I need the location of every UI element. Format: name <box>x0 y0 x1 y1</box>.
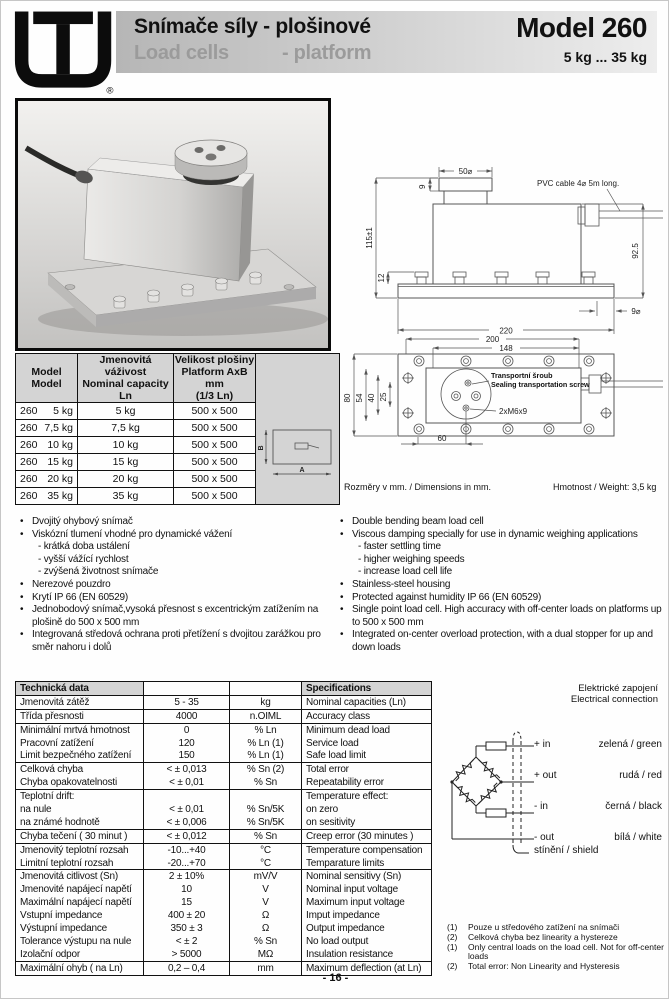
svg-text:12: 12 <box>377 273 386 283</box>
pin-label: - out <box>534 832 555 843</box>
footnote: (2) Celková chyba bez linearity a hystereze <box>447 931 618 942</box>
pin-label: + in <box>534 739 551 750</box>
spec-row: Jmenovitá zátěž 5 - 35 kg Nominal capacities (Ln) <box>16 695 432 709</box>
wire-color-label: rudá / red <box>619 770 662 781</box>
svg-text:200: 200 <box>485 335 500 344</box>
svg-text:9⌀: 9⌀ <box>631 307 641 316</box>
spec-row: Minimální mrtvá hmotnost 0 % Ln Minimum dead load <box>16 723 432 736</box>
model-table-row: 260 7,5 kg 7,5 kg 500 x 500 <box>16 420 340 437</box>
feature-subitem: - vyšší vážící rychlost <box>38 553 129 565</box>
spec-row: Maximální napájecí napětí 15 V Maximum input voltage <box>16 896 432 909</box>
spec-row: Vstupní impedance 400 ± 20 Ω Imput impedance <box>16 909 432 922</box>
model-table-header-platform: Velikost plošiny Platform AxB mm (1/3 Ln) <box>174 354 255 402</box>
product-photo-frame <box>15 98 331 351</box>
title-en-part1: Load cells <box>134 42 229 64</box>
capacity-range: 5 kg ... 35 kg <box>563 49 647 65</box>
feature-item: • Jednobodový snímač,vysoká přesnost s excentrickým zatížením na plošině do 500 x 500 mm <box>19 604 335 629</box>
cable-shield <box>513 732 529 853</box>
svg-text:A: A <box>298 466 305 474</box>
features-list-cs <box>19 516 335 655</box>
svg-text:220: 220 <box>499 326 513 336</box>
feature-item: • Integrated on-center overload protection, with a dual stopper for up and down loads <box>339 629 669 654</box>
wire-color-label: bílá / white <box>614 832 662 843</box>
logo-t-bar <box>33 12 93 25</box>
feature-subitem: - krátká doba ustálení <box>38 541 130 553</box>
spec-row: Třída přesnosti 4000 n.OIML Accuracy class <box>16 709 432 723</box>
spec-row: Výstupní impedance 350 ± 3 Ω Output impedance <box>16 922 432 935</box>
drawing-side-view <box>398 178 663 298</box>
svg-text:148: 148 <box>499 344 513 353</box>
technical-drawing <box>339 151 669 499</box>
spec-row: Pracovní zatížení 120 % Ln (1) Service load <box>16 737 432 750</box>
transport-screw-label-en: Sealing transportation screw <box>491 380 590 389</box>
spec-row: na nule < ± 0,01 % Sn/5K on zero <box>16 803 432 816</box>
spec-row: Tolerance výstupu na nule < ± 2 % Sn No load output <box>16 935 432 948</box>
feature-item: • Nerezové pouzdro <box>19 579 335 592</box>
spec-row: Izolační odpor > 5000 MΩ Insulation resistance <box>16 948 432 961</box>
feature-item: • Krytí IP 66 (EN 60529) <box>19 592 335 605</box>
model-title: Model 260 <box>516 12 647 43</box>
title-en-part2: - platform <box>282 42 372 64</box>
transport-screw-label-cs: Transportní šroub <box>491 371 553 380</box>
footnote: (1) Only central loads on the load cell. Not for off-center loads <box>447 941 664 962</box>
feature-subitem: - higher weighing speeds <box>358 553 465 565</box>
model-table-row: 260 20 kg 20 kg 500 x 500 <box>16 471 340 488</box>
svg-text:40: 40 <box>367 393 376 403</box>
spec-row: na známé hodnotě < ± 0,006 % Sn/5K on sesitivity <box>16 816 432 829</box>
svg-text:9: 9 <box>418 184 427 189</box>
spec-row: Teplotní drift: Temperature effect: <box>16 790 432 803</box>
pin-label: + out <box>534 770 557 781</box>
load-cell-photo <box>18 101 328 348</box>
electrical-title: Elektrické zapojení Electrical connection <box>570 683 658 705</box>
spec-header-row: Technická data Specifications <box>16 682 432 696</box>
model-table <box>15 353 340 505</box>
spec-row: Jmenovitý teplotní rozsah -10...+40 °C Temperature compensation <box>16 843 432 856</box>
model-table-header-model: Model Model <box>16 354 78 403</box>
spec-row: Maximální ohyb ( na Ln) 0,2 – 0,4 mm Maximum deflection (at Ln) <box>16 961 432 975</box>
side-view-dimensions <box>365 167 643 336</box>
spec-row: Celková chyba < ± 0,013 % Sn (2) Total error <box>16 763 432 776</box>
pin-label: - in <box>534 801 548 812</box>
thread-label: 2xM6x9 <box>499 407 528 416</box>
bridge-wires <box>452 742 534 839</box>
spec-row: Limit bezpečného zatížení 150 % Ln (1) Safe load limit <box>16 749 432 762</box>
page-title-en <box>134 42 371 65</box>
wire-color-label: zelená / green <box>598 739 662 750</box>
svg-text:92.5: 92.5 <box>631 243 640 259</box>
svg-text:B: B <box>257 444 265 451</box>
footnotes <box>447 923 666 972</box>
spec-table <box>15 681 432 976</box>
feature-item: • Double bending beam load cell <box>339 516 669 529</box>
footnote: (1) Pouze u středového zatížení na snímači <box>447 922 620 932</box>
side-view-screws <box>415 272 595 284</box>
feature-item: • Protected against humidity IP 66 (EN 60529) <box>339 592 669 605</box>
features-list-en <box>339 516 669 655</box>
spec-row: Limitní teplotní rozsah -20...+70 °C Temparature limits <box>16 857 432 870</box>
weight-caption: Hmotnost / Weight: 3,5 kg <box>553 482 657 492</box>
platform-sketch-cell <box>256 354 340 505</box>
feature-item: • Integrovaná středová ochrana proti přetížení s dvojitou zarážkou pro směr nahoru i dolů <box>19 629 335 654</box>
feature-item: • Viskózní tlumení vhodné pro dynamické vážení <box>19 529 335 542</box>
feature-item: • Dvojitý ohybový snímač <box>19 516 335 529</box>
feature-item: • Viscous damping specially for use in dynamic weighing applications <box>339 529 669 542</box>
model-table-row: 260 35 kg 35 kg 500 x 500 <box>16 488 340 505</box>
svg-text:60: 60 <box>437 434 447 443</box>
page-number: - 16 - <box>322 972 349 984</box>
platform-sketch <box>257 372 339 484</box>
shield-label: stínění / shield <box>534 845 599 856</box>
cable-note: PVC cable 4⌀ 5m long. <box>537 179 620 188</box>
model-table-row: 260 5 kg 5 kg 500 x 500 <box>16 403 340 420</box>
spec-row: Jmenovitá citlivost (Sn) 2 ± 10% mV/V Nominal sensitivy (Sn) <box>16 870 432 883</box>
svg-text:115±1: 115±1 <box>365 227 374 249</box>
spec-row: Jmenovité napájecí napětí 10 V Nominal input voltage <box>16 883 432 896</box>
photo-load-button <box>175 140 247 185</box>
wire-color-label: černá / black <box>605 801 662 812</box>
model-table-row: 260 15 kg 15 kg 500 x 500 <box>16 454 340 471</box>
footnote: (2) Total error: Non Linearity and Hysteresis <box>447 961 620 972</box>
spec-row: Chyba opakovatelnosti < ± 0,01 % Sn Repeatability error <box>16 776 432 789</box>
svg-text:80: 80 <box>343 393 352 403</box>
registered-mark: ® <box>106 85 114 97</box>
model-table-row: 260 10 kg 10 kg 500 x 500 <box>16 437 340 454</box>
feature-subitem: - increase load cell life <box>358 566 452 578</box>
wheatstone-bridge <box>450 757 502 807</box>
svg-text:54: 54 <box>355 393 364 403</box>
header-bar <box>116 11 657 73</box>
bridge-circuit-diagram <box>439 701 539 876</box>
spec-row: Chyba tečení ( 30 minut ) < ± 0,012 % Sn Creep error (30 minutes ) <box>16 829 432 843</box>
feature-item: • Stainless-steel housing <box>339 579 669 592</box>
svg-text:25: 25 <box>379 392 388 402</box>
dimensions-caption: Rozměry v mm. / Dimensions in mm. <box>344 482 492 492</box>
feature-subitem: - zvýšená životnost snímače <box>38 566 159 578</box>
model-table-header-capacity: Jmenovitá váživost Nominal capacity Ln <box>78 354 174 403</box>
drawing-top-view <box>398 354 663 436</box>
feature-subitem: - faster settling time <box>358 541 441 553</box>
svg-text:50⌀: 50⌀ <box>458 167 473 176</box>
utilcell-logo <box>13 7 117 97</box>
logo-t-stem <box>56 24 69 74</box>
feature-item: • Single point load cell. High accuracy with off-center loads on platforms up to 500 x 500 mm <box>339 604 669 629</box>
page-title-cs: Snímače síly - plošinové <box>134 15 371 38</box>
